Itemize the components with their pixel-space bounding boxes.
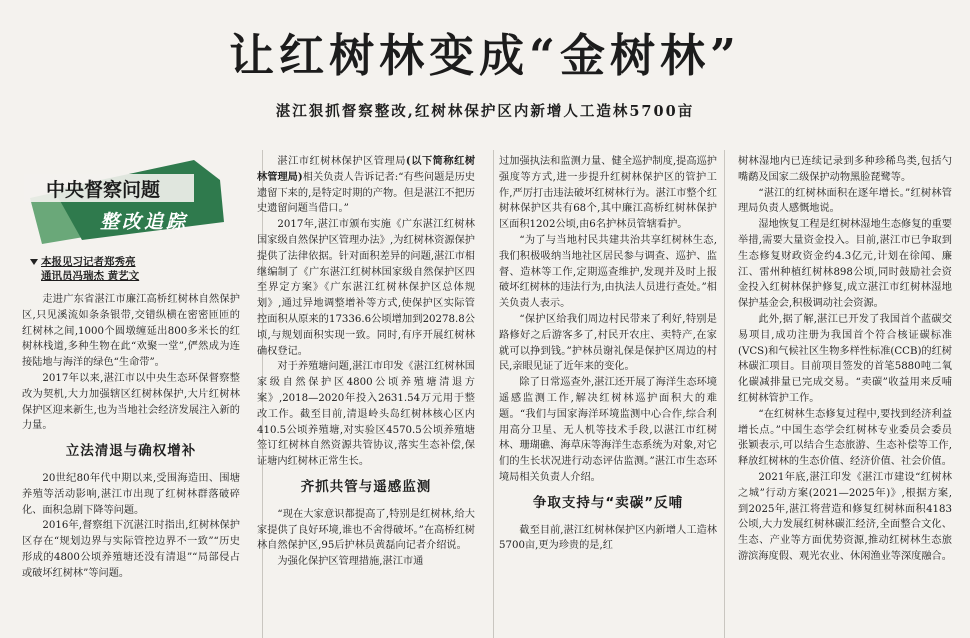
paragraph: “湛江的红树林面积在逐年增长。”红树林管理局负责人感慨地说。 xyxy=(738,187,952,215)
column-1 xyxy=(22,292,240,582)
paragraph: 为强化保护区管理措施,湛江市通 xyxy=(277,556,424,568)
byline xyxy=(30,255,139,283)
paragraph: “在红树林生态修复过程中,要找到经济利益增长点。”中国生态学会红树林专业委员会委员张颖表示,可以结合生态旅游、生态补偿等工作,释放红树林的生态价值、经济价值、社会价值。 xyxy=(738,408,952,468)
paragraph: 20世纪80年代中期以来,受围海造田、围塘养殖等活动影响,湛江市出现了红树林群落破碎化、面积急剧下降等问题。 xyxy=(22,472,240,516)
column-rule xyxy=(493,150,494,638)
badge-line1: 中央督察问题 xyxy=(46,179,161,201)
paragraph: 湛江市红树林保护区管理局(以下简称红树林管理局)相关负责人告诉记者:“有些问题是历史遗留下来的,是特定时期的产物。但是湛江不把历史遗留问题当借口。” xyxy=(257,155,476,215)
byline-correspondents: 通讯员冯瑞杰 黄艺文 xyxy=(41,270,140,282)
paragraph: 此外,据了解,湛江已开发了我国首个蓝碳交易项目,成功注册为我国首个符合核证碳标准(VCS)和气候社区生物多样性标准(CCB)的红树林碳汇项目。目前项目签发的首笔5880吨二氧化碳减排量已完成交易。“卖碳”收益用来反哺红树林管护工作。 xyxy=(738,313,952,404)
paragraph: 走进广东省湛江市廉江高桥红树林自然保护区,只见溪流如条条银带,交错纵横在密密匝匝的红树林之间,1000个圆墩缠延出800多米长的红树林栈道,多种生物在此“欢聚一堂”,俨然成为连接陆地与海洋的绿色“生命带”。 xyxy=(22,294,240,369)
section-heading: 立法清退与确权增补 xyxy=(65,443,197,460)
paragraph: 2017年,湛江市颁布实施《广东湛江红树林国家级自然保护区管理办法》,为红树林资源保护提供了法律依据。针对面积差异的问题,湛江市相继编制了《广东湛江红树林国家级自然保护区四至界定方案》《广东湛江红树林保护区总体规划》,通过异地调整增补等方式,使保护区实际管控面积从原来的17336.6公顷增加到20278.8公顷,与规划面积实现一致。同时,有序开展红树林确权登记。 xyxy=(257,219,475,357)
column-badge-graphic xyxy=(24,160,234,246)
headline: 让红树林变成“金树林” xyxy=(229,29,741,82)
paragraph: 对于养殖塘问题,湛江市印发《湛江红树林国家级自然保护区4800公顷养殖塘清退方案》,2018—2020年投入2631.54万元用于整改工作。截至目前,清退岭头岛红树林核心区内410.5公顷养殖塘,对实验区4570.5公顷养殖塘签订红树林自然资源共管协议,落实生态补偿,保证塘内红树林正常生长。 xyxy=(257,361,475,468)
paragraph: 截至目前,湛江红树林保护区内新增人工造林5700亩,更为珍贵的是,红 xyxy=(499,524,717,552)
paragraph: 除了日常巡查外,湛江还开展了海洋生态环境遥感监测工作,解决红树林巡护面积大的难题。“我们与国家海洋环境监测中心合作,综合利用高分卫星、无人机等技术手段,以湛江市红树林、珊瑚礁、海草床等海洋生态系统为对象,对它们的生长状况进行动态评估监测。”湛江市生态环境局相关负责人介绍。 xyxy=(499,377,717,483)
column-2 xyxy=(257,154,475,570)
paragraph: 2016年,督察组下沉湛江时指出,红树林保护区存在“规划边界与实际管控边界不一致”“历史形成的4800公顷养殖塘还没有清退”“局部侵占或破坏红树林”等问题。 xyxy=(22,520,240,579)
paragraph: 过加强执法和监测力量、健全巡护制度,提高巡护强度等方式,进一步提升红树林保护区的管护工作,严厉打击违法破坏红树林行为。湛江市整个红树林保护区共有68个,其中廉江高桥红树林保护区面积1202公顷,由6名护林员管辖看护。 xyxy=(499,156,717,231)
column-4 xyxy=(738,154,952,565)
paragraph: 2017年以来,湛江市以中央生态环保督察整改为契机,大力加强辖区红树林保护,大片红树林保护区迎来新生,也为当地社会经济发展注入新的力量。 xyxy=(22,372,240,432)
column-3 xyxy=(499,154,717,554)
section-heading: 齐抓共管与遥感监测 xyxy=(300,478,432,495)
subheadline: 湛江狠抓督察整改,红树林保护区内新增人工造林5700亩 xyxy=(275,103,695,120)
badge-line2: 整改追踪 xyxy=(100,211,189,233)
byline-reporter: 本报见习记者郑秀亮 xyxy=(30,255,139,269)
paragraph: 2021年底,湛江印发《湛江市建设“红树林之城”行动方案(2021—2025年)》,根据方案,到2025年,湛江将营造和修复红树林面积4183公顷,大力发展红树林碳汇经济,全面整合文化、生态、产业等方面优势资源,推动红树林生态旅游滨海度假、观光农业、休闲渔业等深度融合。 xyxy=(738,471,952,562)
paragraph: 湿地恢复工程是红树林湿地生态修复的重要举措,需要大量资金投入。目前,湛江市已争取到生态修复财政资金约4.3亿元,计划在徐闻、廉江、雷州种植红树林898公顷,同时鼓励社会资金投入红树林保护修复,成立湛江市红树林湿地保护基金会,积极调动社会资源。 xyxy=(738,219,952,310)
paragraph: “为了与当地村民共建共治共享红树林生态,我们积极吸纳当地社区居民参与调查、巡护、监督、造林等工作,定期巡查维护,发现并及时上报破坏红树林的违法行为,由执法人员进行查处。”相关负责人表示。 xyxy=(499,234,717,310)
paragraph: “保护区给我们周边村民带来了利好,特别是路修好之后游客多了,村民开农庄、卖特产,在家就可以挣到钱。”护林员谢礼保是保护区周边的村民,亲眼见证了近年来的变化。 xyxy=(499,313,717,373)
column-rule xyxy=(724,150,725,638)
section-heading: 争取支持与“卖碳”反哺 xyxy=(532,494,684,511)
triangle-bullet-icon xyxy=(30,259,38,265)
paragraph: “现在大家意识都提高了,特别是红树林,给大家提供了良好环境,谁也不舍得破坏。”在高桥红树林自然保护区,95后护林员黄磊向记者介绍说。 xyxy=(257,508,475,552)
paragraph: 树林湿地内已连续记录到多种珍稀鸟类,包括勺嘴鹬及国家二级保护动物黑脸琵鹭等。 xyxy=(738,156,952,183)
